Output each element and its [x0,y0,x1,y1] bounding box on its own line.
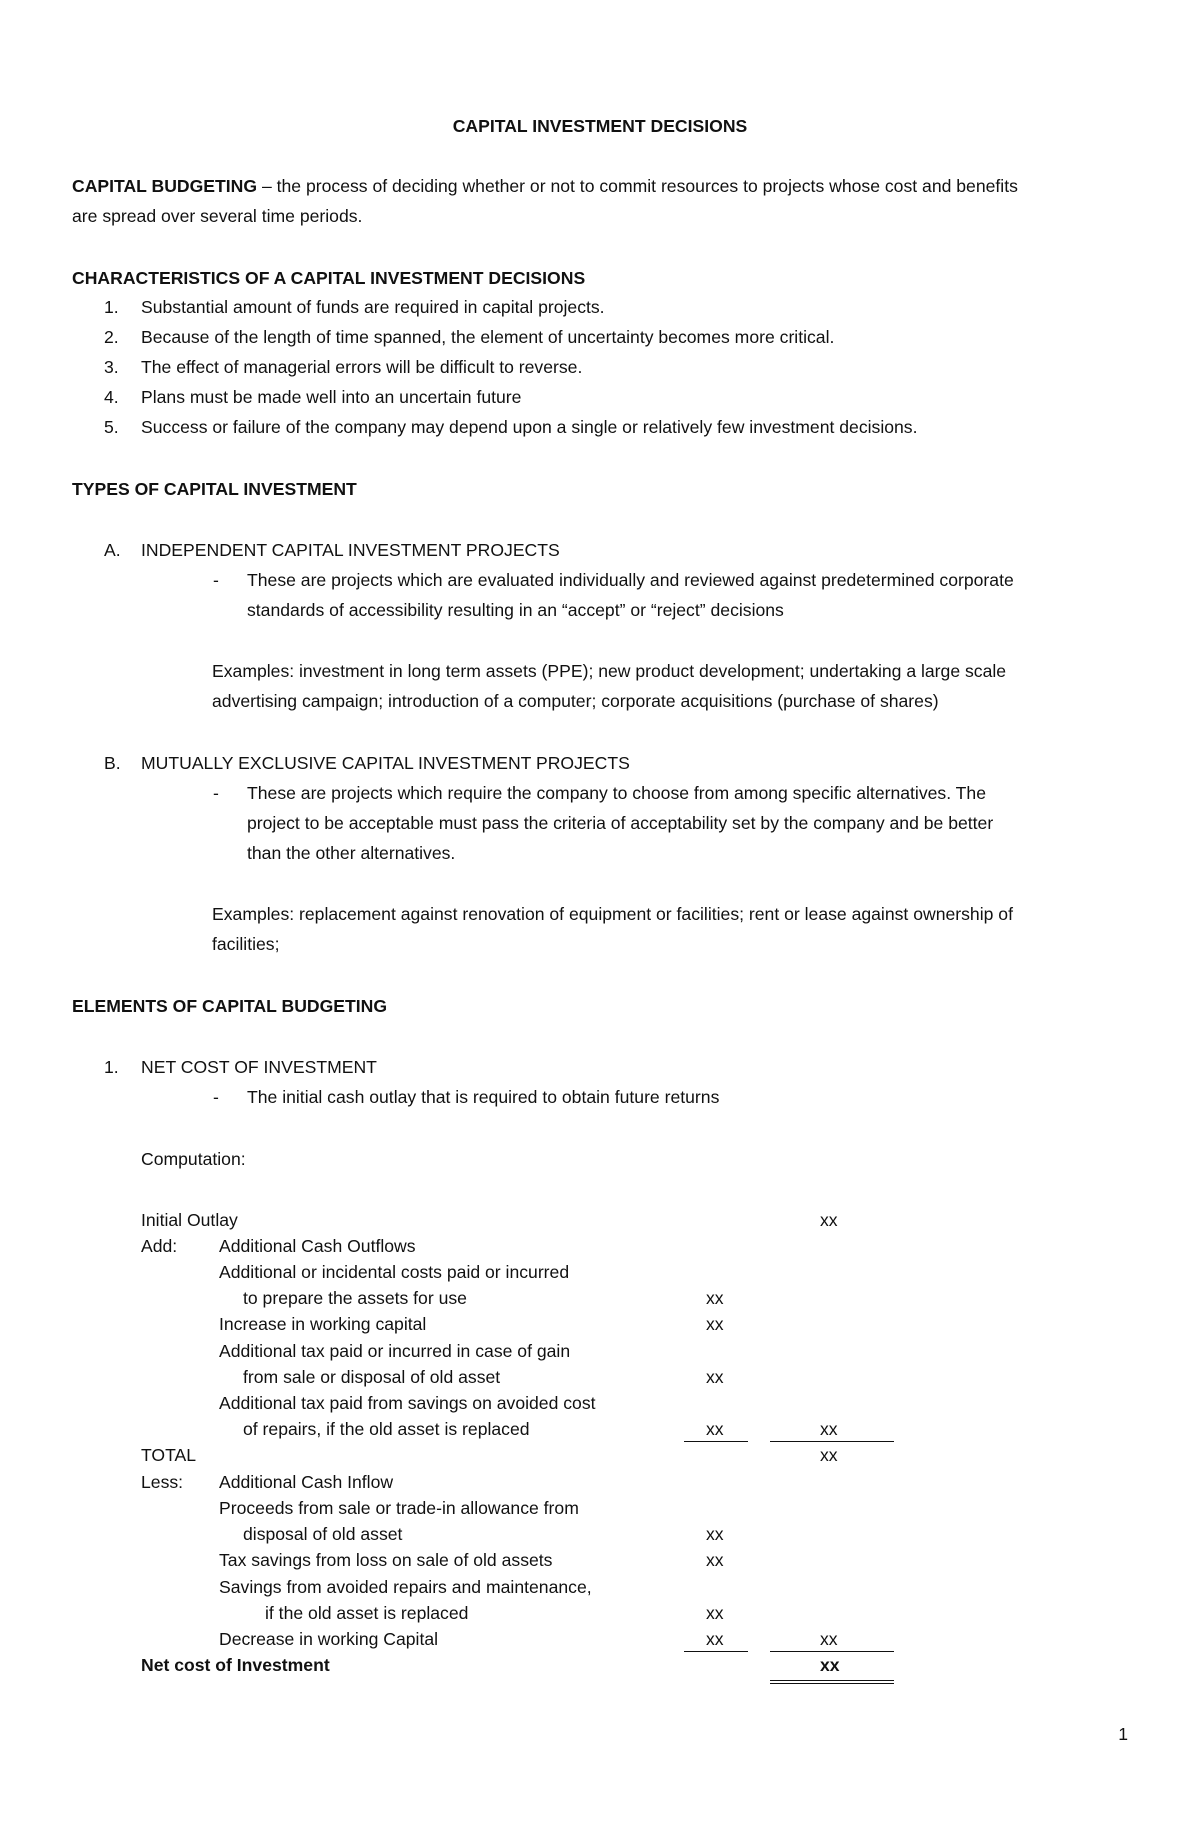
list-item: Plans must be made well into an uncertain future [141,387,522,407]
additional-outflows-label: Additional Cash Outflows [219,1236,416,1256]
independent-desc-line-1: These are projects which are evaluated individually and reviewed against predetermined corporate [247,570,1014,590]
page-title: CAPITAL INVESTMENT DECISIONS [452,116,748,136]
amount-detail-col: xx [706,1550,724,1570]
page-number: 1 [1118,1724,1128,1744]
tax-savings-line-2: of repairs, if the old asset is replaced [243,1419,530,1439]
list-number: 2. [104,327,119,347]
incidental-costs-line-2: to prepare the assets for use [243,1288,467,1308]
types-heading: TYPES OF CAPITAL INVESTMENT [72,479,357,499]
subtotal-rule [770,1441,894,1442]
amount-total-col: xx [820,1419,838,1439]
list-item: The effect of managerial errors will be difficult to reverse. [141,357,583,377]
tax-savings-line-1: Additional tax paid from savings on avoided cost [219,1393,596,1413]
amount-detail-col: xx [706,1314,724,1334]
subtotal-rule [770,1651,894,1652]
mutually-examples-line-1: Examples: replacement against renovation of equipment or facilities; rent or lease against ownership of [212,904,1013,924]
double-underline [770,1680,894,1684]
add-label: Add: [141,1236,178,1256]
net-cost-amount: xx [820,1655,840,1675]
subtotal-rule [684,1651,748,1652]
working-capital-decrease: Decrease in working Capital [219,1629,439,1649]
subtotal-rule [684,1441,748,1442]
definition-line-2: are spread over several time periods. [72,206,363,226]
tax-gain-line-2: from sale or disposal of old asset [243,1367,501,1387]
proceeds-line-1: Proceeds from sale or trade-in allowance from [219,1498,579,1518]
independent-desc-line-2: standards of accessibility resulting in an “accept” or “reject” decisions [247,600,784,620]
avoided-repairs-line-1: Savings from avoided repairs and maintenance, [219,1577,592,1597]
mutually-desc-line-3: than the other alternatives. [247,843,456,863]
tax-loss-savings: Tax savings from loss on sale of old assets [219,1550,553,1570]
additional-inflow-label: Additional Cash Inflow [219,1472,394,1492]
amount-detail-col: xx [706,1524,724,1544]
amount-detail-col: xx [706,1288,724,1308]
mutually-exclusive-title: MUTUALLY EXCLUSIVE CAPITAL INVESTMENT PROJECTS [141,753,630,773]
net-cost-title: NET COST OF INVESTMENT [141,1057,377,1077]
mutually-examples-line-2: facilities; [212,934,280,954]
definition-term: CAPITAL BUDGETING [72,176,258,196]
working-capital-increase: Increase in working capital [219,1314,427,1334]
bullet-dash: - [213,1087,219,1107]
amount-total-col: xx [820,1445,838,1465]
independent-examples-line-1: Examples: investment in long term assets (PPE); new product development; undertaking a large scale [212,661,1007,681]
independent-projects-title: INDEPENDENT CAPITAL INVESTMENT PROJECTS [141,540,560,560]
total-label: TOTAL [141,1445,197,1465]
mutually-desc-line-2: project to be acceptable must pass the criteria of acceptability set by the company and be better [247,813,994,833]
section-letter-b: B. [104,753,121,773]
tax-gain-line-1: Additional tax paid or incurred in case of gain [219,1341,571,1361]
list-number: 1. [104,1057,119,1077]
proceeds-line-2: disposal of old asset [243,1524,403,1544]
amount-total-col: xx [820,1210,838,1230]
list-number: 4. [104,387,119,407]
characteristics-heading: CHARACTERISTICS OF A CAPITAL INVESTMENT DECISIONS [72,268,586,288]
bullet-dash: - [213,783,219,803]
list-number: 1. [104,297,119,317]
incidental-costs-line-1: Additional or incidental costs paid or incurred [219,1262,570,1282]
computation-label: Computation: [141,1149,246,1169]
bullet-dash: - [213,570,219,590]
initial-outlay-label: Initial Outlay [141,1210,238,1230]
net-cost-desc: The initial cash outlay that is required to obtain future returns [247,1087,720,1107]
amount-detail-col: xx [706,1419,724,1439]
list-number: 3. [104,357,119,377]
list-item: Substantial amount of funds are required in capital projects. [141,297,605,317]
less-label: Less: [141,1472,184,1492]
elements-heading: ELEMENTS OF CAPITAL BUDGETING [72,996,388,1016]
amount-detail-col: xx [706,1629,724,1649]
avoided-repairs-line-2: if the old asset is replaced [265,1603,469,1623]
amount-total-col: xx [820,1629,838,1649]
independent-examples-line-2: advertising campaign; introduction of a computer; corporate acquisitions (purchase of shares) [212,691,939,711]
list-item: Because of the length of time spanned, the element of uncertainty becomes more critical. [141,327,835,347]
amount-detail-col: xx [706,1603,724,1623]
mutually-desc-line-1: These are projects which require the company to choose from among specific alternatives. The [247,783,986,803]
net-cost-label: Net cost of Investment [141,1655,330,1675]
list-number: 5. [104,417,119,437]
list-item: Success or failure of the company may depend upon a single or relatively few investment decisions. [141,417,918,437]
section-letter-a: A. [104,540,121,560]
definition-text: – the process of deciding whether or not to commit resources to projects whose cost and benefits [257,176,1018,196]
amount-detail-col: xx [706,1367,724,1387]
definition-line-1 [72,175,1018,197]
